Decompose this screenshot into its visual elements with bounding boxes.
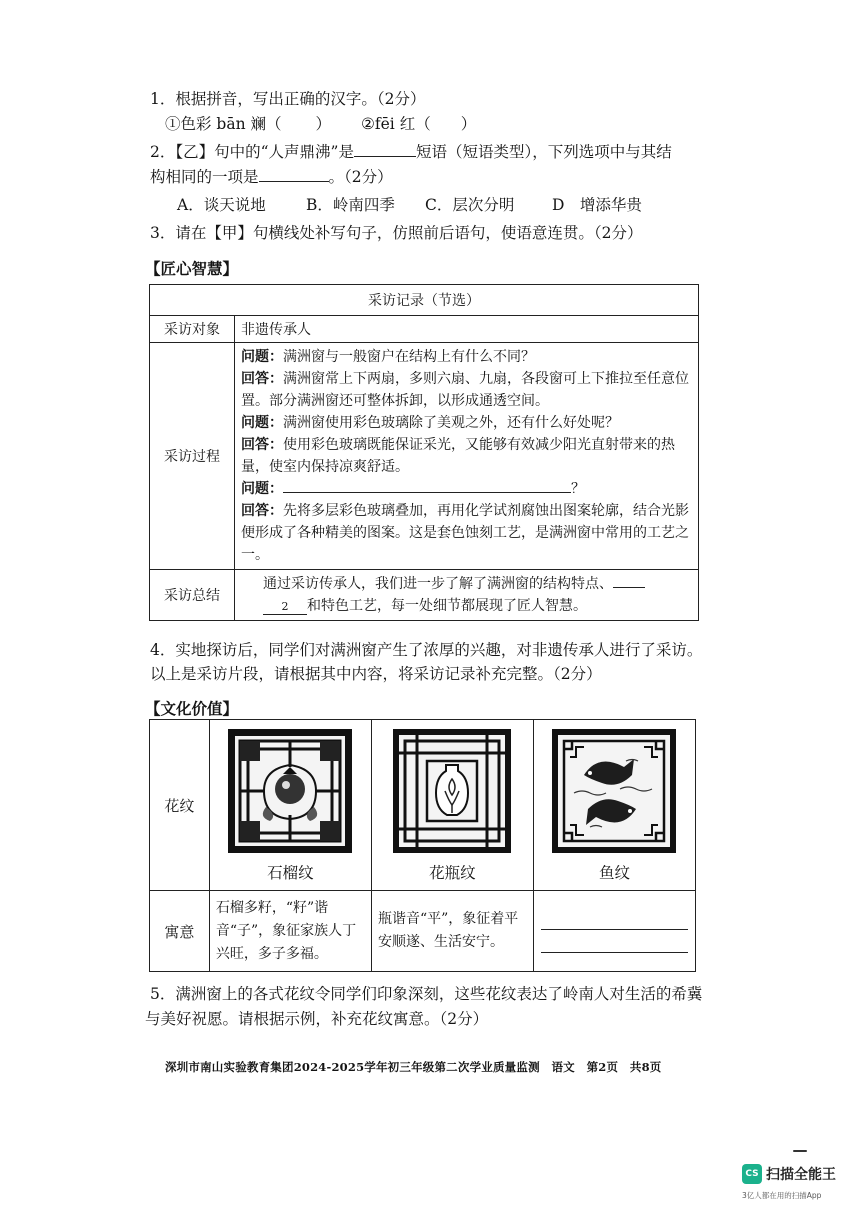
qa-answer: 回答：使用彩色玻璃既能保证采光，又能够有效减少阳光直射带来的热量，使室内保持凉爽舒适。: [241, 437, 675, 475]
pattern-name: 花瓶纹: [429, 864, 476, 882]
question-5-line-2: 与美好祝愿。请根据示例，补充花纹寓意。（2分）: [145, 1010, 489, 1028]
section-title-cultural-value: 【文化价值】: [145, 699, 239, 718]
question-4-line-2: 以上是采访片段，请根据其中内容，将采访记录补充完整。（2分）: [150, 665, 602, 683]
question-4-line-1: 4．实地探访后，同学们对满洲窗产生了浓厚的兴趣，对非遗传承人进行了采访。: [150, 641, 703, 659]
qa-answer: 回答：先将多层彩色玻璃叠加，再用化学试剂腐蚀出图案轮廓，结合光影便形成了各种精美的图案。这是套色蚀刻工艺，是满洲窗中常用的工艺之一。: [241, 503, 689, 563]
interview-table-title: 采访记录（节选）: [150, 285, 699, 316]
scanner-tagline: 3亿人都在用的扫描App: [742, 1191, 822, 1200]
meaning-label: 寓意: [150, 891, 210, 972]
question-1-stem: 1．根据拼音，写出正确的汉字。（2分）: [150, 90, 426, 108]
question-1-item-2: ②fēi 红（ ）: [361, 115, 477, 133]
option-a: A．谈天说地: [177, 196, 266, 214]
answer-blank[interactable]: [613, 573, 645, 588]
interview-summary: 通过采访传承人，我们进一步了解了满洲窗的结构特点、 2 和特色工艺，每一处细节都展现了匠人智慧。: [235, 570, 699, 621]
scanner-app-name: 扫描全能王: [766, 1167, 836, 1183]
qa-question-blank: 问题： ？: [241, 478, 692, 500]
page-footer: 深圳市南山实验教育集团2024-2025学年初三年级第二次学业质量监测 语文 第2页 共8页: [165, 1060, 662, 1074]
process-label: 采访过程: [150, 343, 235, 570]
fish-window-icon: [550, 727, 678, 855]
answer-blank[interactable]: [541, 909, 688, 930]
answer-blank[interactable]: [541, 932, 688, 953]
section-title-craftsmanship: 【匠心智慧】: [145, 259, 239, 278]
option-c: C．层次分明: [425, 196, 515, 214]
question-1-item-1: ①色彩 bān 斓（ ）: [165, 115, 332, 133]
option-d: D 增添华贵: [552, 196, 642, 214]
pomegranate-window-icon: [226, 727, 354, 855]
answer-blank[interactable]: [354, 142, 416, 157]
answer-blank[interactable]: [259, 167, 329, 182]
scanner-logo-icon: CS: [742, 1164, 762, 1184]
interviewee-label: 采访对象: [150, 316, 235, 343]
answer-blank[interactable]: [283, 478, 571, 493]
question-2-line-2: 构相同的一项是 。（2分）: [150, 168, 393, 186]
scan-mark: [793, 1150, 807, 1152]
pattern-meaning: 石榴多籽，“籽”谐音“子”，象征家族人丁兴旺，多子多福。: [209, 891, 371, 972]
question-5-line-1: 5．满洲窗上的各式花纹令同学们印象深刻，这些花纹表达了岭南人对生活的希冀: [150, 985, 703, 1003]
qa-answer: 回答：满洲窗常上下两扇，多则六扇、九扇，各段窗可上下推拉至任意位置。部分满洲窗还可整体拆卸，以形成通透空间。: [241, 371, 689, 409]
qa-question: 问题：满洲窗与一般窗户在结构上有什么不同？: [241, 349, 535, 365]
summary-label: 采访总结: [150, 570, 235, 621]
interview-process: [235, 343, 699, 570]
pattern-meaning: 瓶谐音“平”，象征着平安顺遂、生活安宁。: [371, 891, 533, 972]
vase-pattern-cell: [371, 720, 533, 891]
pattern-label: 花纹: [150, 720, 210, 891]
vase-window-icon: [391, 727, 513, 855]
pattern-name: 鱼纹: [598, 864, 630, 882]
pattern-name: 石榴纹: [267, 864, 314, 882]
pattern-meaning-table: [149, 719, 696, 972]
answer-blank[interactable]: 2: [263, 600, 307, 615]
interview-record-table: [149, 284, 699, 621]
question-2-line-1: 2．【乙】句中的“人声鼎沸”是 短语（短语类型），下列选项中与其结: [150, 143, 672, 161]
fish-pattern-cell: [533, 720, 695, 891]
pattern-meaning-blank: [533, 891, 695, 972]
pomegranate-pattern-cell: [209, 720, 371, 891]
option-b: B．岭南四季: [306, 196, 395, 214]
qa-question: 问题：满洲窗使用彩色玻璃除了美观之外，还有什么好处呢？: [241, 415, 619, 431]
question-3: 3．请在【甲】句横线处补写句子，仿照前后语句，使语意连贯。（2分）: [150, 224, 643, 242]
interviewee-value: 非遗传承人: [235, 316, 699, 343]
